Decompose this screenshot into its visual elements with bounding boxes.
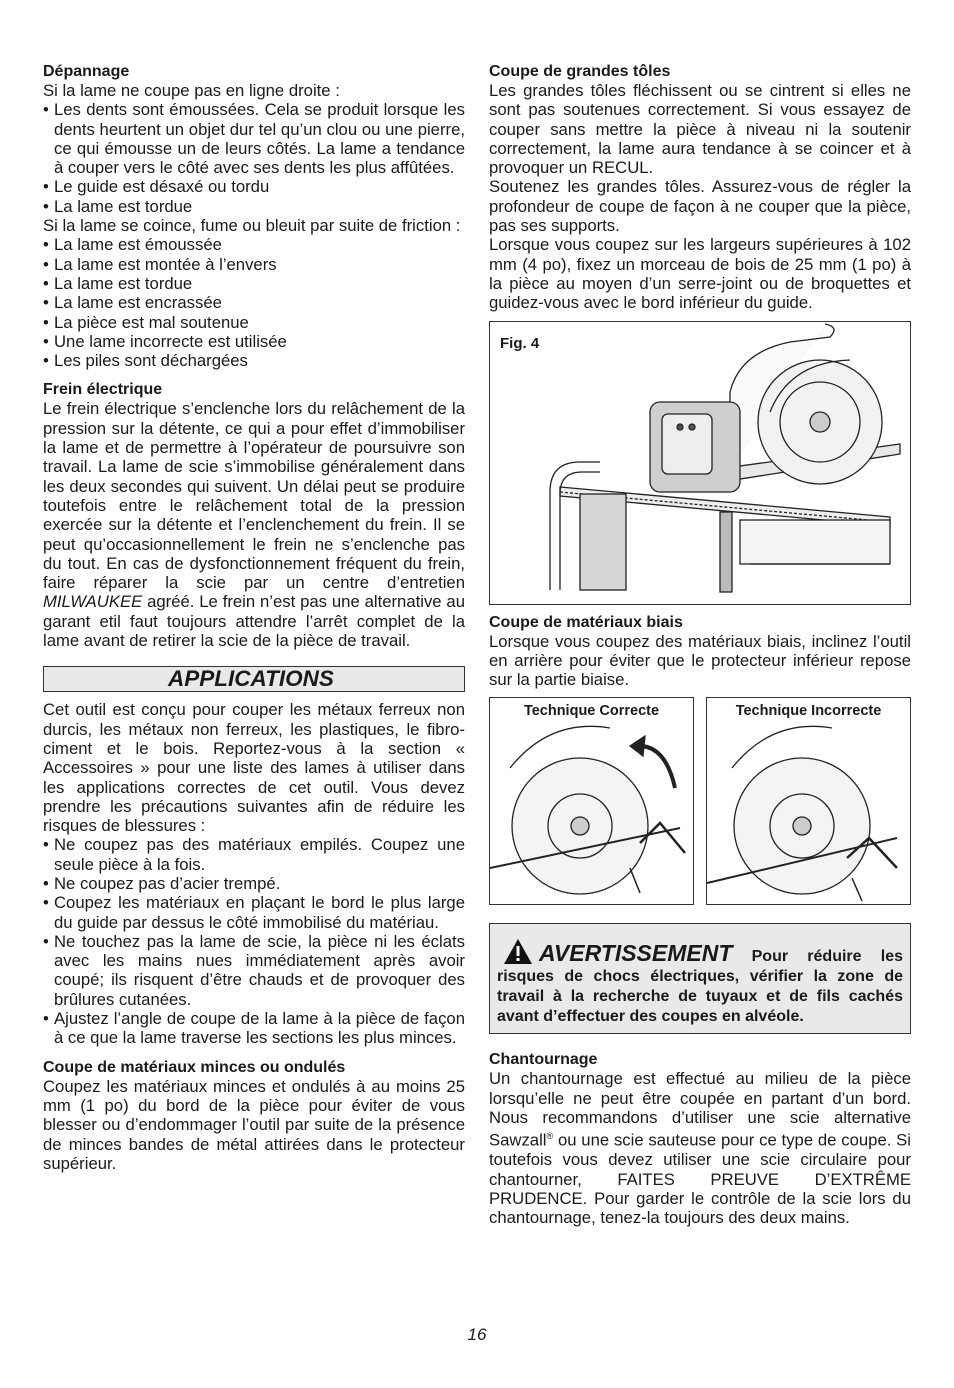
frein-text-after: agréé. Le frein n’est pas une alternative au garant etil faut toujours attendre l’arrêt complet de la lame avant de retirer la scie de la pièce de travail. (43, 592, 465, 651)
depannage-list-1 (43, 100, 465, 216)
list-item: • Coupez les matériaux en plaçant le bord le plus large du guide par dessus le côté immobilisé du matériau. (43, 893, 465, 932)
list-item: • Les dents sont émoussées. Cela se produit lorsque les dents heurtent un objet dur tel qu’un clou ou une pierre, ce qui émousse un de leurs côtés. La lame a tendance à couper vers le côté avec ses dents les plus affûtées. (43, 100, 465, 177)
figure-4-label: Fig. 4 (500, 334, 540, 352)
minces-heading: Coupe de matériaux minces ou ondulés (43, 1058, 346, 1076)
technique-incorrecte-figure (706, 697, 911, 905)
right-column (489, 62, 911, 1227)
technique-correcte-label: Technique Correcte (523, 703, 660, 720)
left-column (43, 62, 465, 1173)
technique-figures (489, 697, 911, 905)
saw-tilted-back-illustration (490, 698, 693, 904)
circular-saw-on-sheet-illustration (490, 322, 910, 604)
toles-heading: Coupe de grandes tôles (489, 63, 671, 80)
chantournage-heading: Chantournage (489, 1051, 598, 1069)
list-item: • La lame est émoussée (43, 235, 465, 254)
minces-text: Coupez les matériaux minces et ondulés à au moins 25 mm (1 po) du bord de la pièce pour éviter de vous blesser ou d’endommager l’outil par suite de la présence de minces bandes de métal attirées dans le protecteur supérieur. (43, 1076, 465, 1173)
toles-paragraph-1: Les grandes tôles fléchissent ou se cintrent si elles ne sont pas soutenues correctement. Si vous essayez de couper sans mettre la pièce à niveau ni la soutenir correctement, la lame aura tendance à se coincer et à provoquer un RECUL. (489, 81, 911, 178)
page-number: 16 (467, 1325, 487, 1344)
frein-heading: Frein électrique (43, 381, 163, 399)
list-item: • La pièce est mal soutenue (43, 313, 465, 332)
saw-level-illustration (707, 698, 910, 904)
list-item: • Ne coupez pas des matériaux empilés. Coupez une seule pièce à la fois. (43, 835, 465, 874)
registered-mark: ® (546, 1131, 554, 1142)
chantournage-text-before: Un chantournage est effectué au milieu de la pièce lorsqu’elle ne peut être coupée en partant d’un bord. Nous recommandons d’utiliser une scie alternative Sawzall (489, 1069, 911, 1150)
chantournage-text-after: ou une scie sauteuse pour ce type de coupe. Si toutefois vous devez utiliser une scie circulaire pour chantourner, FAITES PREUVE D’EXTRÊME PRUDENCE. Pour garder le contrôle de la scie lors du chantournage, tenez-la toujours des deux mains. (489, 1130, 911, 1228)
biais-heading: Coupe de matériaux biais (489, 613, 683, 631)
warning-box (489, 923, 911, 1034)
toles-paragraph-3: Lorsque vous coupez sur les largeurs supérieures à 102 mm (4 po), fixez un morceau de bois de 25 mm (1 po) à la pièce au moyen d’un serre-joint ou de broquettes et guidez-vous avec le bord inférieur du guide. (489, 235, 911, 313)
depannage-intro-1: Si la lame ne coupe pas en ligne droite : (43, 81, 340, 100)
toles-paragraph-2: Soutenez les grandes tôles. Assurez-vous de régler la profondeur de coupe de façon à ne couper que la pièce, pas ses supports. (489, 177, 911, 236)
frein-brand: MILWAUKEE (43, 592, 143, 612)
list-item: • Les piles sont déchargées (43, 351, 465, 370)
applications-intro: Cet outil est conçu pour couper les métaux ferreux non durcis, les métaux non ferreux, les plastiques, le fibro-ciment et le bois. Reportez-vous à la section « Accessoires » pour une liste des lames à utiliser dans les applications correctes de cet outil. Vous devez prendre les précautions suivantes afin de réduire les risques de blessures : (43, 700, 465, 836)
frein-text-before: Le frein électrique s’enclenche lors du relâchement de la pression sur la détente, ce qui a pour effet d’immobiliser la lame et de permettre à l’opérateur de poursuivre son travail. La lame de scie s’immobilise généralement dans les deux secondes qui suivent. Un délai peut se produire toutefois entre le relâchement total de la pression exercée sur la détente et l’enclenchement du frein. Il se peut qu’occasionnellement le frein ne s’enclenche pas du tout. En cas de dysfonctionnement fréquent du frein, faire réparer la scie par un centre d’entretien (43, 399, 465, 593)
list-item: • Ne touchez pas la lame de scie, la pièce ni les éclats avec les mains nues immédiatement après avoir coupé; ils risquent d’être chauds et de provoquer des brûlures cutanées. (43, 932, 465, 1009)
warning-title: AVERTISSEMENT (539, 940, 733, 967)
list-item: • La lame est encrassée (43, 293, 465, 312)
chantournage-text (489, 1069, 911, 1227)
list-item: • Ne coupez pas d’acier trempé. (43, 874, 465, 893)
applications-list (43, 835, 465, 1047)
list-item: • Le guide est désaxé ou tordu (43, 177, 465, 196)
list-item: • Ajustez l’angle de coupe de la lame à la pièce de façon à ce que la lame traverse les sections les plus minces. (43, 1009, 465, 1048)
list-item: • La lame est tordue (43, 197, 465, 216)
applications-banner (43, 666, 465, 692)
figure-4 (489, 321, 911, 605)
list-item: • Une lame incorrecte est utilisée (43, 332, 465, 351)
technique-correcte-figure (489, 697, 694, 905)
depannage-list-2 (43, 235, 465, 370)
technique-incorrecte-label: Technique Incorrecte (735, 703, 882, 720)
list-item: • La lame est montée à l’envers (43, 255, 465, 274)
depannage-heading: Dépannage (43, 63, 130, 80)
warning-icon (503, 938, 533, 965)
list-item: • La lame est tordue (43, 274, 465, 293)
biais-text: Lorsque vous coupez des matériaux biais, inclinez l’outil en arrière pour éviter que le protecteur inférieur repose sur la partie biaise. (489, 631, 911, 690)
applications-title: APPLICATIONS (168, 666, 334, 692)
depannage-intro-2: Si la lame se coince, fume ou bleuit par suite de friction : (43, 216, 461, 236)
warning-text: Pour réduire les risques de chocs électriques, vérifier la zone de travail à la recherche de tuyaux et de fils cachés avant d’effectuer des coupes en alvéole. (497, 948, 903, 1026)
frein-text (43, 399, 465, 650)
